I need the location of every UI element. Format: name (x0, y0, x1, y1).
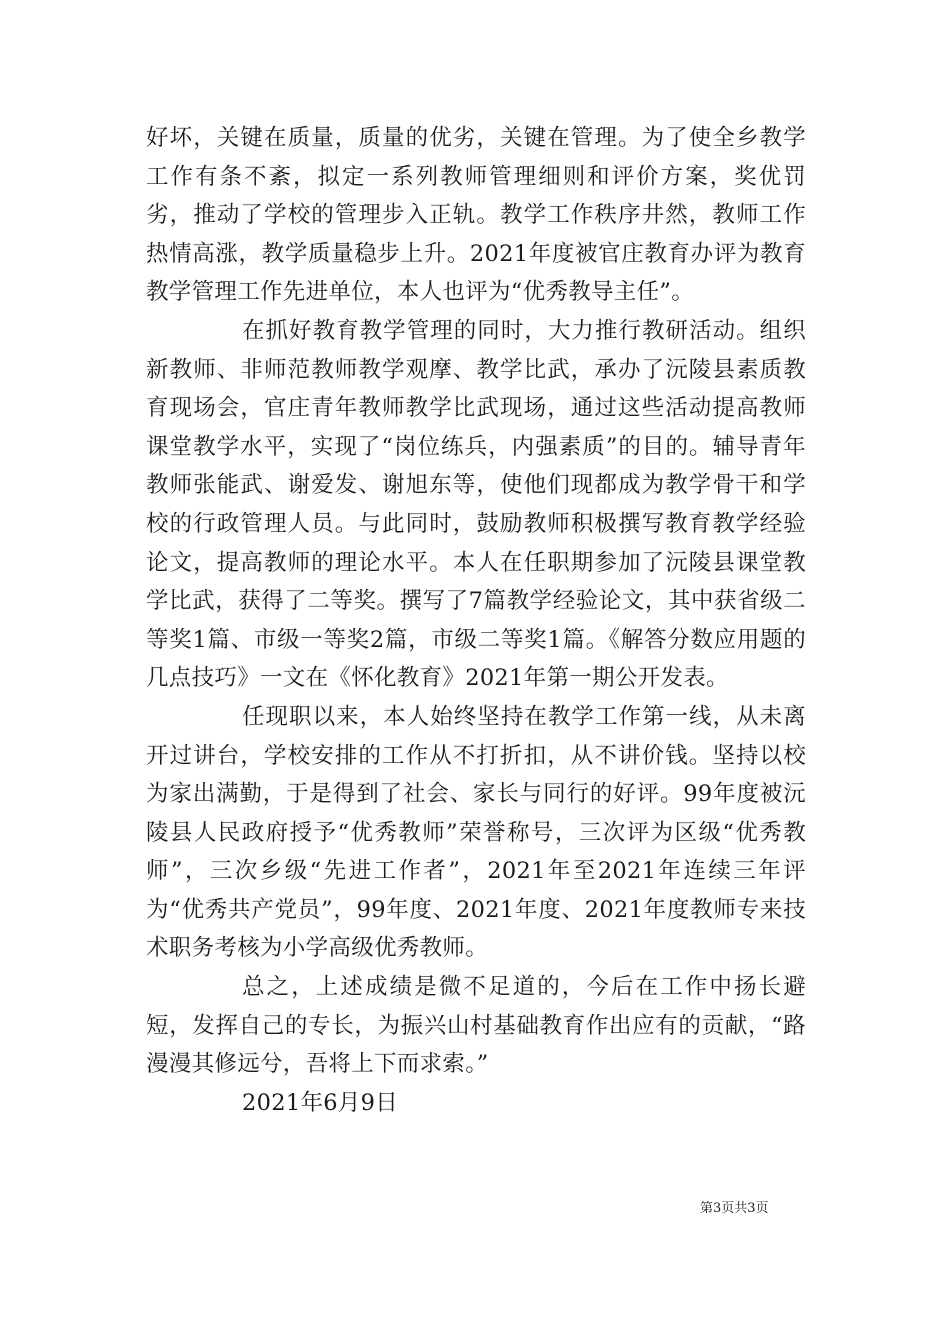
paragraph-frontline-work: 任现职以来，本人始终坚持在教学工作第一线，从未离开过讲台，学校安排的工作从不打折扣，从不讲价钱。坚持以校为家出满勤，于是得到了社会、家长与同行的好评。99年度被沅陵县人民政府授予“优秀教师”荣誉称号，三次评为区级“优秀教师”，三次乡级“先进工作者”，2021年至2021年连续三年评为“优秀共产党员”，99年度、2021年度、2021年度教师专来技术职务考核为小学高级优秀教师。 (146, 703, 806, 962)
paragraph-management: 好坏，关键在质量，质量的优劣，关键在管理。为了使全乡教学工作有条不紊，拟定一系列教师管理细则和评价方案，奖优罚劣，推动了学校的管理步入正轨。教学工作秩序井然，教师工作热情高涨，教学质量稳步上升。2021年度被官庄教育办评为教育教学管理工作先进单位，本人也评为“优秀教导主任”。 (146, 125, 806, 306)
document-body (146, 119, 806, 1122)
paragraph-conclusion: 总之，上述成绩是微不足道的，今后在工作中扬长避短，发挥自己的专长，为振兴山村基础教育作出应有的贡献，“路漫漫其修远兮，吾将上下而求索。” (146, 974, 806, 1078)
page-number-footer: 第3页共3页 (700, 1201, 769, 1216)
paragraph-teaching-research: 在抓好教育教学管理的同时，大力推行教研活动。组织新教师、非师范教师教学观摩、教学比武，承办了沅陵县素质教育现场会，官庄青年教师教学比武现场，通过这些活动提高教师课堂教学水平，实现了“岗位练兵，内强素质”的目的。辅导青年教师张能武、谢爱发、谢旭东等，使他们现都成为教学骨干和学校的行政管理人员。与此同时，鼓励教师积极撰写教育教学经验论文，提高教师的理论水平。本人在任职期参加了沅陵县课堂教学比武，获得了二等奖。撰写了7篇教学经验论文，其中获省级二等奖1篇、市级一等奖2篇，市级二等奖1篇。《解答分数应用题的几点技巧》一文在《怀化教育》2021年第一期公开发表。 (146, 317, 806, 692)
document-date: 2021年6月9日 (242, 1089, 399, 1116)
